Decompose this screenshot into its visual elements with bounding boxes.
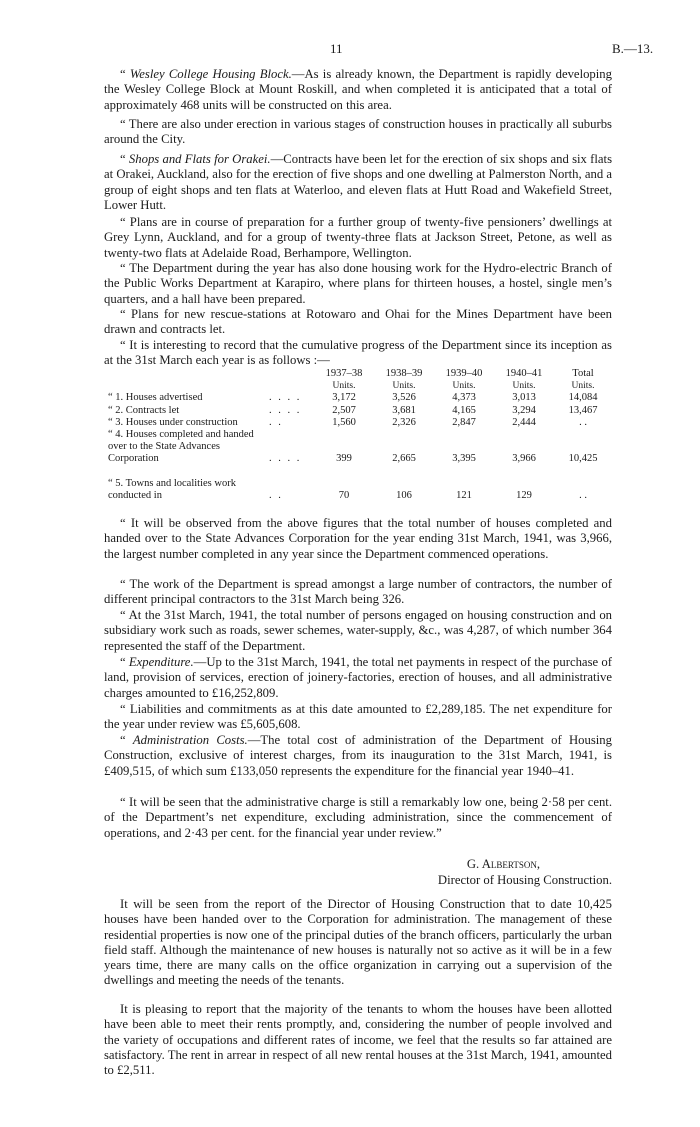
table-cell: 2,665 xyxy=(392,453,416,465)
table-cell: 129 xyxy=(516,489,532,501)
row-leader: . . . . xyxy=(269,453,302,465)
paragraph-admin-charge: “ It will be seen that the administrative charge is still a remarkably low one, being 2·58 per cent. of the Department’s net expenditure, excluding administration, since the commencement of operations, and 2·43 per cent. for the financial year under review.” xyxy=(104,795,612,840)
table-cell: 13,467 xyxy=(568,404,598,416)
row-leader: . . xyxy=(269,489,283,501)
table-cell: 14,084 xyxy=(568,392,598,404)
row-leader: . . xyxy=(269,416,283,428)
table-cell: 1,560 xyxy=(332,416,356,428)
table-cell: 106 xyxy=(396,489,412,501)
table-row xyxy=(104,429,612,466)
table-cell: 3,395 xyxy=(452,453,476,465)
column-unit: Units. xyxy=(571,381,595,392)
table-cell: 2,444 xyxy=(512,416,536,428)
table-cell: 3,681 xyxy=(392,404,416,416)
paragraph-closing-rents: It is pleasing to report that the majority of the tenants to whom the houses have been allotted have been able to meet their rents promptly, and, considering the number of people involved and the variety of occupations and different rates of income, we feel that the results so far attained are satisfactory. The rent in arrear in respect of all new rental houses at the 31st March, 1941, amounted to £2,511. xyxy=(104,1002,612,1078)
table-cell: 399 xyxy=(336,453,352,465)
row-label: “ 4. Houses completed and handed over to the State Advances Corporation xyxy=(108,429,254,465)
table-cell: 3,172 xyxy=(332,392,356,404)
table-cell: . . xyxy=(579,489,587,501)
paragraph-heading: Shops and Flats for Orakei. xyxy=(128,152,271,166)
table-header-row xyxy=(104,368,612,380)
paragraph-progress-intro: “ It is interesting to record that the cumulative progress of the Department since its inception as at the 31st March each year is as follows :— xyxy=(104,338,612,368)
paragraph-hydro-electric: “ The Department during the year has also done housing work for the Hydro-electric Branch of the Public Works Department at Karapiro, where plans for thirteen houses, a hostel, single men’s quarters, and a hall have been prepared. xyxy=(104,261,612,306)
row-leader: . . . . xyxy=(269,404,302,416)
document-reference: B.—13. xyxy=(612,41,654,56)
progress-table xyxy=(104,368,612,502)
paragraph-heading: Expenditure. xyxy=(128,655,194,669)
table-cell: 4,373 xyxy=(452,392,476,404)
table-cell: 3,013 xyxy=(512,392,536,404)
table-cell: 3,294 xyxy=(512,404,536,416)
paragraph-persons-engaged: “ At the 31st March, 1941, the total number of persons engaged on housing construction and on subsidiary work such as roads, sewer schemes, water-supply, &c., was 4,287, of which number 364 represented the staff of the Department. xyxy=(104,608,613,653)
table-cell: 2,326 xyxy=(392,416,416,428)
table-cell: 10,425 xyxy=(568,453,598,465)
paragraph-heading: Administration Costs. xyxy=(132,733,248,747)
paragraph-suburbs: “ There are also under erection in various stages of construction houses in practically all suburbs around the City. xyxy=(104,117,612,147)
table-spacer xyxy=(104,466,612,478)
page-number: 11 xyxy=(330,41,343,56)
paragraph-wesley-college: “ Wesley College Housing Block.—As is already known, the Department is rapidly developing the Wesley College Block at Mount Roskill, and when completed it is anticipated that a total of approximately 468 units will be constructed on this area. xyxy=(104,67,612,112)
table-unit-row xyxy=(104,380,612,392)
column-year: 1939–40 xyxy=(445,368,483,379)
column-unit: Units. xyxy=(392,381,416,392)
paragraph-orakei: “ Shops and Flats for Orakei.—Contracts have been let for the erection of six shops and six flats at Orakei, Auckland, also for the erection of five shops and one dwelling at Palmerston North, and a group of eight shops and ten flats at Waterloo, and eleven flats at Hutt Road and Wakefield Street, Lower Hutt. xyxy=(104,152,613,212)
table-cell: 3,966 xyxy=(512,453,536,465)
table-row xyxy=(104,417,612,429)
table-row xyxy=(104,392,612,404)
paragraph-closing-management: It will be seen from the report of the Director of Housing Construction that to date 10,425 houses have been handed over to the Corporation for administration. The management of these residential properties is now one of the principal duties of the branch officers, particularly the urban field staff. Although the maintenance of new houses is naturally not so active as it will be in a few years time, there are many calls on the office organization in carrying out a supervision of the dwellings and meeting the needs of the tenants. xyxy=(104,897,612,988)
column-year: 1937–38 xyxy=(325,368,363,379)
column-unit: Units. xyxy=(512,381,536,392)
row-label: “ 1. Houses advertised xyxy=(108,392,203,404)
column-year: Total xyxy=(572,368,594,379)
signature-title: Director of Housing Construction. xyxy=(437,873,612,887)
table-cell: 4,165 xyxy=(452,404,476,416)
row-leader: . . . . xyxy=(269,392,302,404)
paragraph-contractors: “ The work of the Department is spread amongst a large number of contractors, the number of different principal contractors to the 31st March being 326. xyxy=(104,577,612,607)
table-cell: . . xyxy=(579,416,587,428)
table-row xyxy=(104,478,612,502)
column-unit: Units. xyxy=(452,381,476,392)
paragraph-administration-costs: “ Administration Costs.—The total cost of administration of the Department of Housing Construction, exclusive of interest charges, from its inauguration to the 31st March, 1941, is £409,515, of which sum £133,050 represents the expenditure for the financial year 1940–41. xyxy=(104,733,612,778)
column-unit: Units. xyxy=(332,381,356,392)
paragraph-expenditure: “ Expenditure.—Up to the 31st March, 1941, the total net payments in respect of the purchase of land, provision of services, erection of joinery-factories, erection of houses, and all administrative charges amounted to £16,252,809. xyxy=(104,655,612,700)
table-row xyxy=(104,405,612,417)
paragraph-heading: Wesley College Housing Block. xyxy=(129,67,292,81)
paragraph-pensioners: “ Plans are in course of preparation for a further group of twenty-five pensioners’ dwellings at Grey Lynn, Auckland, and for a group of twenty-three flats at Jackson Street, Petone, as well as twenty-two flats at Adelaide Road, Berhampore, Wellington. xyxy=(104,215,612,260)
signature-name: G. Albertson, xyxy=(466,857,540,871)
column-year: 1938–39 xyxy=(385,368,423,379)
table-cell: 70 xyxy=(338,489,350,501)
table-cell: 2,507 xyxy=(332,404,356,416)
table-cell: 3,526 xyxy=(392,392,416,404)
table-cell: 121 xyxy=(456,489,472,501)
paragraph-rescue-stations: “ Plans for new rescue-stations at Rotowaro and Ohai for the Mines Department have been drawn and contracts let. xyxy=(104,307,612,337)
paragraph-observed: “ It will be observed from the above figures that the total number of houses completed and handed over to the State Advances Corporation for the year ending 31st March, 1941, was 3,966, the largest number completed in any year since the Department commenced operations. xyxy=(104,516,612,561)
row-label: “ 3. Houses under construction xyxy=(108,416,238,428)
column-year: 1940–41 xyxy=(505,368,543,379)
row-label: “ 5. Towns and localities work conducted in xyxy=(108,477,236,501)
table-cell: 2,847 xyxy=(452,416,476,428)
paragraph-liabilities: “ Liabilities and commitments as at this date amounted to £2,289,185. The net expenditure for the year under review was £5,605,608. xyxy=(104,702,612,732)
row-label: “ 2. Contracts let xyxy=(108,404,180,416)
